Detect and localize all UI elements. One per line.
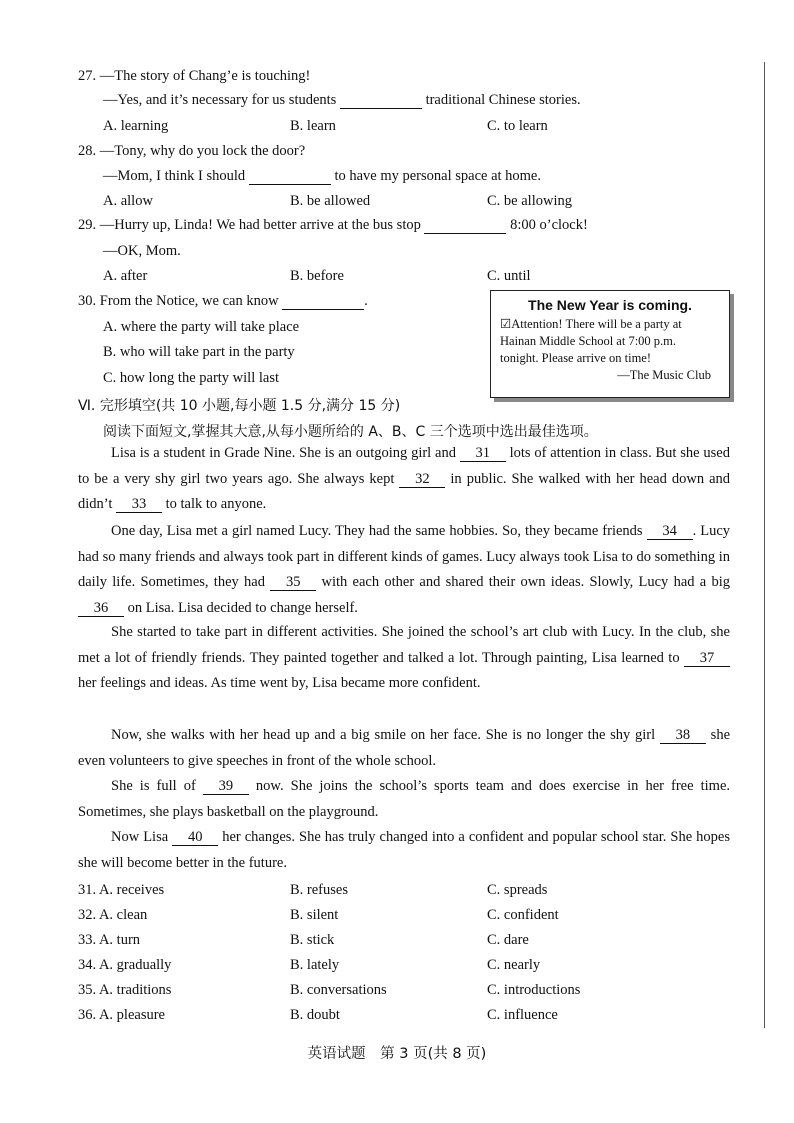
answer-32-a: 32. A. clean	[78, 907, 148, 923]
notice-line: Hainan Middle School at 7:00 p.m.	[500, 334, 677, 348]
question-30-prompt: 30. From the Notice, we can know .	[78, 293, 368, 309]
notice-title: The New Year is coming.	[528, 297, 692, 313]
question-29-response: —OK, Mom.	[103, 243, 181, 259]
answer-34-a: 34. A. gradually	[78, 957, 172, 973]
section-heading: Ⅵ. 完形填空(共 10 小题,每小题 1.5 分,满分 15 分)	[78, 398, 401, 414]
passage-paragraph-5: She is full of 39 now. She joins the school’s sports team and does exercise in her free time. Sometimes, she plays basketball on the playground.	[78, 778, 731, 820]
q30-option-b: B. who will take part in the party	[103, 344, 295, 360]
cloze-blank: 37	[684, 651, 730, 667]
answer-34-b: B. lately	[290, 957, 340, 973]
answer-blank	[249, 169, 331, 185]
cloze-blank: 40	[172, 830, 218, 846]
notice-box	[490, 290, 730, 398]
notice-signature: —The Music Club	[617, 368, 711, 382]
q30-option-a: A. where the party will take place	[103, 319, 300, 335]
cloze-blank: 31	[460, 446, 506, 462]
q30-option-c: C. how long the party will last	[103, 370, 279, 386]
passage-paragraph-6: Now Lisa 40 her changes. She has truly changed into a confident and popular school star. She hopes she will become better in the future.	[78, 829, 731, 871]
question-27-response: —Yes, and it’s necessary for us students traditional Chinese stories.	[103, 92, 581, 108]
section-instruction: 阅读下面短文,掌握其大意,从每小题所给的 A、B、C 三个选项中选出最佳选项。	[103, 424, 598, 440]
notice-body	[491, 314, 729, 384]
q29-option-b: B. before	[290, 268, 344, 284]
answer-blank	[282, 294, 364, 310]
passage-paragraph-3: She started to take part in different activities. She joined the school’s art club with Lucy. In the club, she met a lot of friendly friends. They painted together and talked a lot. Through painting, Lisa learned to 37 her feelings and ideas. As time went by, Lisa became more confident.	[78, 624, 730, 692]
answer-31-a: 31. A. receives	[78, 882, 165, 898]
answer-34-c: C. nearly	[487, 957, 541, 973]
cloze-blank: 38	[660, 728, 706, 744]
answer-33-a: 33. A. turn	[78, 932, 141, 948]
q27-option-b: B. learn	[290, 118, 336, 134]
cloze-blank: 34	[647, 524, 693, 540]
answer-blank	[424, 218, 506, 234]
answer-33-c: C. dare	[487, 932, 529, 948]
passage-paragraph-1: Lisa is a student in Grade Nine. She is an outgoing girl and 31 lots of attention in class. But she used to be a very shy girl two years ago. She always kept 32 in public. She walked with her head down and didn’t 33 to talk to anyone.	[78, 445, 731, 513]
answer-31-c: C. spreads	[487, 882, 548, 898]
notice-line: tonight. Please arrive on time!	[500, 351, 652, 365]
cloze-blank: 36	[78, 601, 124, 617]
q27-option-a: A. learning	[103, 118, 169, 134]
answer-32-b: B. silent	[290, 907, 339, 923]
cloze-blank: 33	[116, 497, 162, 513]
question-29-prompt: 29. —Hurry up, Linda! We had better arrive at the bus stop 8:00 o’clock!	[78, 217, 588, 233]
cloze-blank: 39	[203, 779, 249, 795]
page-footer: 英语试题 第 3 页(共 8 页)	[307, 1046, 487, 1062]
question-28-prompt: 28. —Tony, why do you lock the door?	[78, 143, 306, 159]
answer-31-b: B. refuses	[290, 882, 348, 898]
q28-option-c: C. be allowing	[487, 193, 572, 209]
q29-option-a: A. after	[103, 268, 148, 284]
answer-36-a: 36. A. pleasure	[78, 1007, 165, 1023]
q29-option-c: C. until	[487, 268, 531, 284]
answer-35-b: B. conversations	[290, 982, 387, 998]
answer-33-b: B. stick	[290, 932, 335, 948]
question-27-prompt: 27. —The story of Chang’e is touching!	[78, 68, 311, 84]
question-28-response: —Mom, I think I should to have my personal space at home.	[103, 168, 541, 184]
cloze-blank: 32	[399, 472, 445, 488]
notice-line: ☑Attention! There will be a party at	[500, 317, 682, 331]
answer-36-c: C. influence	[487, 1007, 558, 1023]
answer-32-c: C. confident	[487, 907, 559, 923]
passage-paragraph-2: One day, Lisa met a girl named Lucy. They had the same hobbies. So, they became friends 34 . Lucy had so many friends and always took part in different kinds of games. Lucy always took Lisa to do something in daily life. Sometimes, they had 35 with each other and shared their own ideas. Slowly, Lucy had a big 36 on Lisa. Lisa decided to change herself.	[78, 523, 731, 616]
answer-blank	[340, 93, 422, 109]
page-margin-rule	[764, 62, 765, 1028]
cloze-blank: 35	[270, 575, 316, 591]
answer-36-b: B. doubt	[290, 1007, 340, 1023]
answer-35-a: 35. A. traditions	[78, 982, 172, 998]
answer-35-c: C. introductions	[487, 982, 581, 998]
passage-paragraph-4: Now, she walks with her head up and a big smile on her face. She is no longer the shy girl 38 she even volunteers to give speeches in front of the whole school.	[78, 727, 731, 769]
q28-option-a: A. allow	[103, 193, 153, 209]
q28-option-b: B. be allowed	[290, 193, 371, 209]
q27-option-c: C. to learn	[487, 118, 548, 134]
